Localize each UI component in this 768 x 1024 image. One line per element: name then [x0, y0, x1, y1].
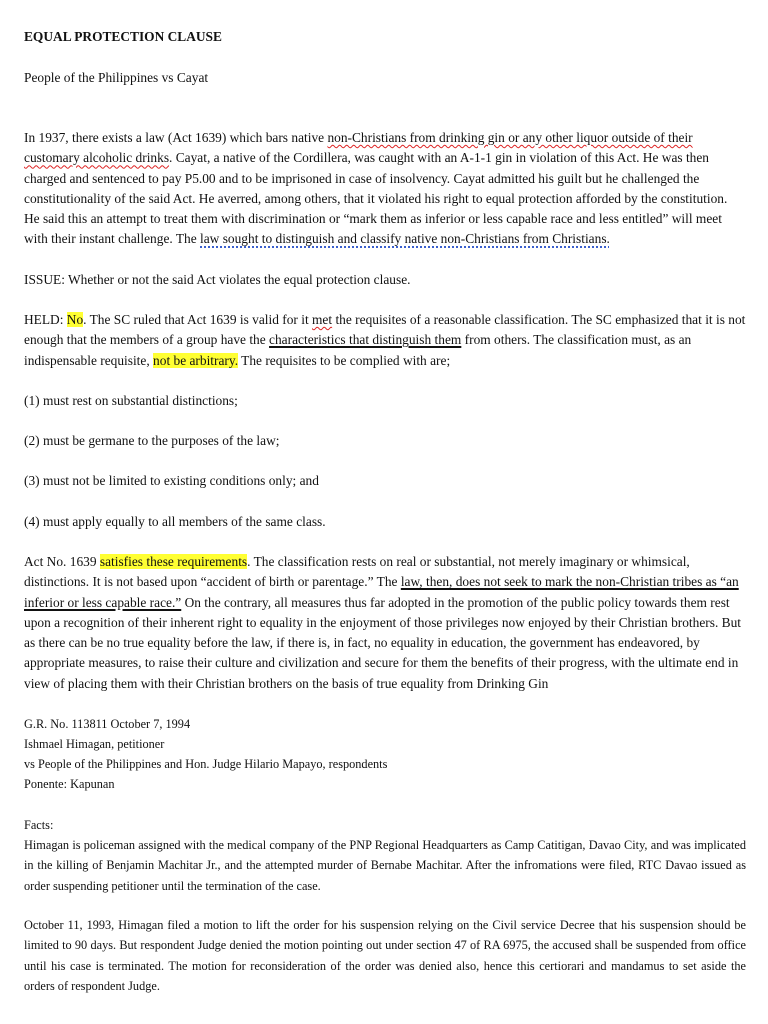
intro-underlined-1: non-Christians from drinking gin or any other liquor outside of their customary alcoholic drinks: [24, 130, 693, 166]
requisite-item: (3) must not be limited to existing conditions only; and: [24, 473, 319, 488]
facts-paragraph-1: Himagan is policeman assigned with the medical company of the PNP Regional Headquarters as Camp Catitigan, Davao City, and was implicated in the killing of Benjamin Machitar Jr., and the attempted murder of Bernabe Machitar. After the infromations were filed, RTC Davao issued as order suspending petitioner until the termination of the case.: [24, 838, 746, 893]
act-paragraph: [24, 552, 746, 694]
held-text-2: the requisites of a reasonable classification. The SC emphasized that it is not enough that the members of a group have the: [24, 312, 746, 348]
facts-paragraph-2: October 11, 1993, Himagan filed a motion to lift the order for his suspension relying on the Civil service Decree that his suspension should be limited to 90 days. But respondent Judge denied the motion pointing out under section 47 of RA 6975, the accused shall be suspended from office until his case is terminated. The motion for reconsideration of the order was denied also, hence this certiorari and mandamus to set aside the orders of respondent Judge.: [24, 918, 746, 993]
held-label: HELD:: [24, 312, 67, 327]
held-paragraph: [24, 310, 746, 371]
document-title: EQUAL PROTECTION CLAUSE: [24, 29, 222, 44]
held-highlight-no: No: [66, 312, 84, 327]
requisite-item: (4) must apply equally to all members of the same class.: [24, 514, 326, 529]
case2-gr-number: G.R. No. 113811 October 7, 1994: [24, 717, 191, 731]
case2-petitioner: Ishmael Himagan, petitioner: [24, 737, 165, 751]
intro-text-2: . Cayat, a native of the Cordillera, was caught with an A-1-1 gin in violation of this Act. He was then charged and sentenced to pay P5.00 and to be imprisoned in case of insolvency. Cayat admitted his guilt but he challenged the constitutionality of the said Act. He averred, among others, that it violated his right to equal protection afforded by the constitution. He said this an attempt to treat them with discrimination or “mark them as inferior or less capable race and less entitled” will meet with their instant challenge. The: [24, 150, 728, 247]
case2-ponente: Ponente: Kapunan: [24, 777, 115, 791]
act-text-2: . The classification rests on real or substantial, not merely imaginary or whimsical, distinctions. It is not based upon “accident of birth or parentage.” The: [24, 554, 690, 590]
held-highlight-arbitrary: not be arbitrary.: [153, 352, 239, 368]
held-word-met: met: [312, 312, 333, 327]
act-highlight: satisfies these requirements: [99, 554, 248, 569]
intro-text-1: In 1937, there exists a law (Act 1639) which bars native: [24, 130, 328, 145]
case-name: People of the Philippines vs Cayat: [24, 70, 209, 85]
act-text-1: Act No. 1639: [24, 554, 100, 569]
held-text-3: from others. The classification must, as an indispensable requisite,: [24, 332, 692, 368]
held-text-1: . The SC ruled that Act 1639 is valid for it: [83, 312, 313, 327]
issue-paragraph: ISSUE: Whether or not the said Act violates the equal protection clause.: [24, 272, 411, 287]
held-text-4: The requisites to be complied with are;: [238, 352, 451, 368]
facts-label: Facts:: [24, 818, 54, 832]
intro-paragraph: [24, 128, 746, 250]
intro-underlined-2: law sought to distinguish and classify native non-Christians from Christians.: [200, 231, 610, 247]
case2-respondents: vs People of the Philippines and Hon. Judge Hilario Mapayo, respondents: [24, 757, 388, 771]
requisite-item: (1) must rest on substantial distinctions;: [24, 393, 238, 408]
held-underlined: characteristics that distinguish them: [269, 332, 462, 348]
requisite-item: (2) must be germane to the purposes of the law;: [24, 433, 280, 448]
act-text-3: On the contrary, all measures thus far adopted in the promotion of the public policy towards them rest upon a recognition of their inherent right to equality in the enjoyment of those privileges now enjoyed by their Christian brothers. But as there can be no true equality before the law, if there is, in fact, no equality in education, the government has endeavored, by appropriate measures, to raise their culture and civilization and secure for them the benefits of their progress, with the ultimate end in view of placing them with their Christian brothers on the basis of true equality from Drinking Gin: [24, 594, 741, 691]
act-underlined: law, then, does not seek to mark the non-Christian tribes as “an inferior or less capable race.”: [24, 574, 739, 610]
